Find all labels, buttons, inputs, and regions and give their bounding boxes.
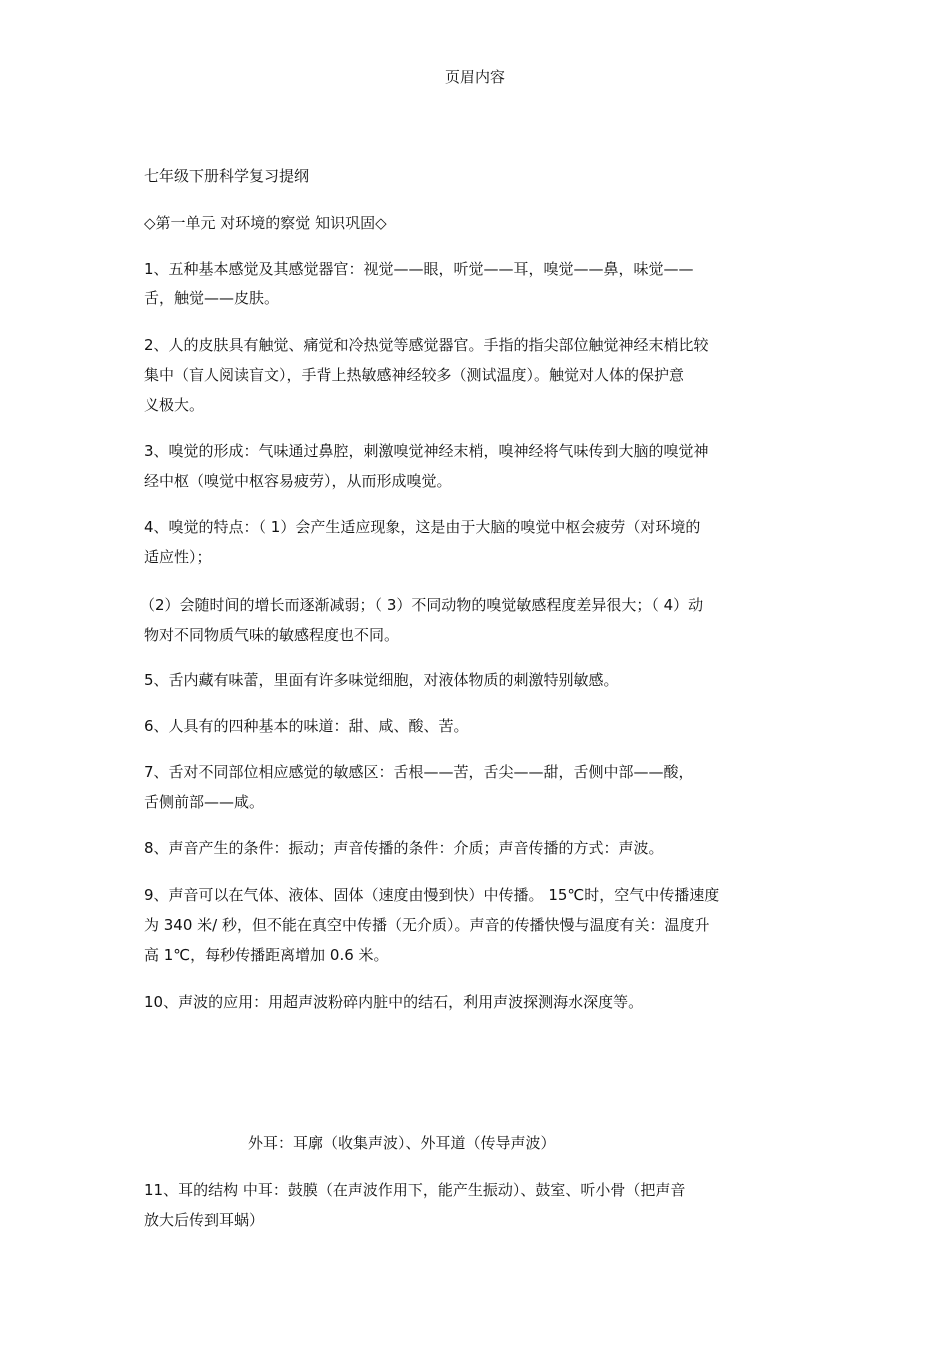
item-9-line-2: 为 340 米/ 秒，但不能在真空中传播（无介质）。声音的传播快慢与温度有关：温度升 [144, 916, 710, 934]
item-4-line-2: 适应性）； [144, 548, 212, 566]
item-11-outer-ear: 外耳：耳廓（收集声波）、外耳道（传导声波） [248, 1134, 556, 1152]
item-7-line-1: 7、舌对不同部位相应感觉的敏感区：舌根——苦，舌尖——甜，舌侧中部——酸， [144, 763, 694, 781]
item-11-line-1: 11、耳的结构 中耳：鼓膜（在声波作用下，能产生振动）、鼓室、听小骨（把声音 [144, 1181, 686, 1199]
item-4b-line-1: （2）会随时间的增长而逐渐减弱；（ 3）不同动物的嗅觉敏感程度差异很大；（ 4）动 [140, 596, 704, 614]
item-10: 10、声波的应用：用超声波粉碎内脏中的结石，利用声波探测海水深度等。 [144, 993, 644, 1011]
item-5: 5、舌内藏有味蕾，里面有许多味觉细胞，对液体物质的刺激特别敏感。 [144, 671, 619, 689]
document-title: 七年级下册科学复习提纲 [144, 167, 310, 185]
item-7-line-2: 舌侧前部——咸。 [144, 793, 265, 811]
unit-heading: ◇第一单元 对环境的察觉 知识巩固◇ [144, 214, 387, 232]
item-2-line-2: 集中（盲人阅读盲文），手背上热敏感神经较多（测试温度）。触觉对人体的保护意 [144, 366, 685, 384]
item-6: 6、人具有的四种基本的味道：甜、咸、酸、苦。 [144, 717, 469, 735]
item-1-line-1: 1、五种基本感觉及其感觉器官：视觉——眼，听觉——耳，嗅觉——鼻，味觉—— [144, 260, 694, 278]
item-2-line-3: 义极大。 [144, 396, 205, 414]
item-11-line-2: 放大后传到耳蜗） [144, 1211, 265, 1229]
item-8: 8、声音产生的条件：振动；声音传播的条件：介质；声音传播的方式：声波。 [144, 839, 664, 857]
item-3-line-1: 3、嗅觉的形成：气味通过鼻腔，刺激嗅觉神经末梢，嗅神经将气味传到大脑的嗅觉神 [144, 442, 709, 460]
item-9-line-1: 9、声音可以在气体、液体、固体（速度由慢到快）中传播。 15℃时，空气中传播速度 [144, 886, 720, 904]
item-3-line-2: 经中枢（嗅觉中枢容易疲劳），从而形成嗅觉。 [144, 472, 452, 490]
item-2-line-1: 2、人的皮肤具有触觉、痛觉和冷热觉等感觉器官。手指的指尖部位触觉神经末梢比较 [144, 336, 709, 354]
item-4-line-1: 4、嗅觉的特点：（ 1）会产生适应现象，这是由于大脑的嗅觉中枢会疲劳（对环境的 [144, 518, 701, 536]
item-4b-line-2: 物对不同物质气味的敏感程度也不同。 [144, 626, 400, 644]
item-9-line-3: 高 1℃，每秒传播距离增加 0.6 米。 [144, 946, 389, 964]
page-header: 页眉内容 [444, 68, 505, 86]
item-1-line-2: 舌，触觉——皮肤。 [144, 289, 280, 307]
